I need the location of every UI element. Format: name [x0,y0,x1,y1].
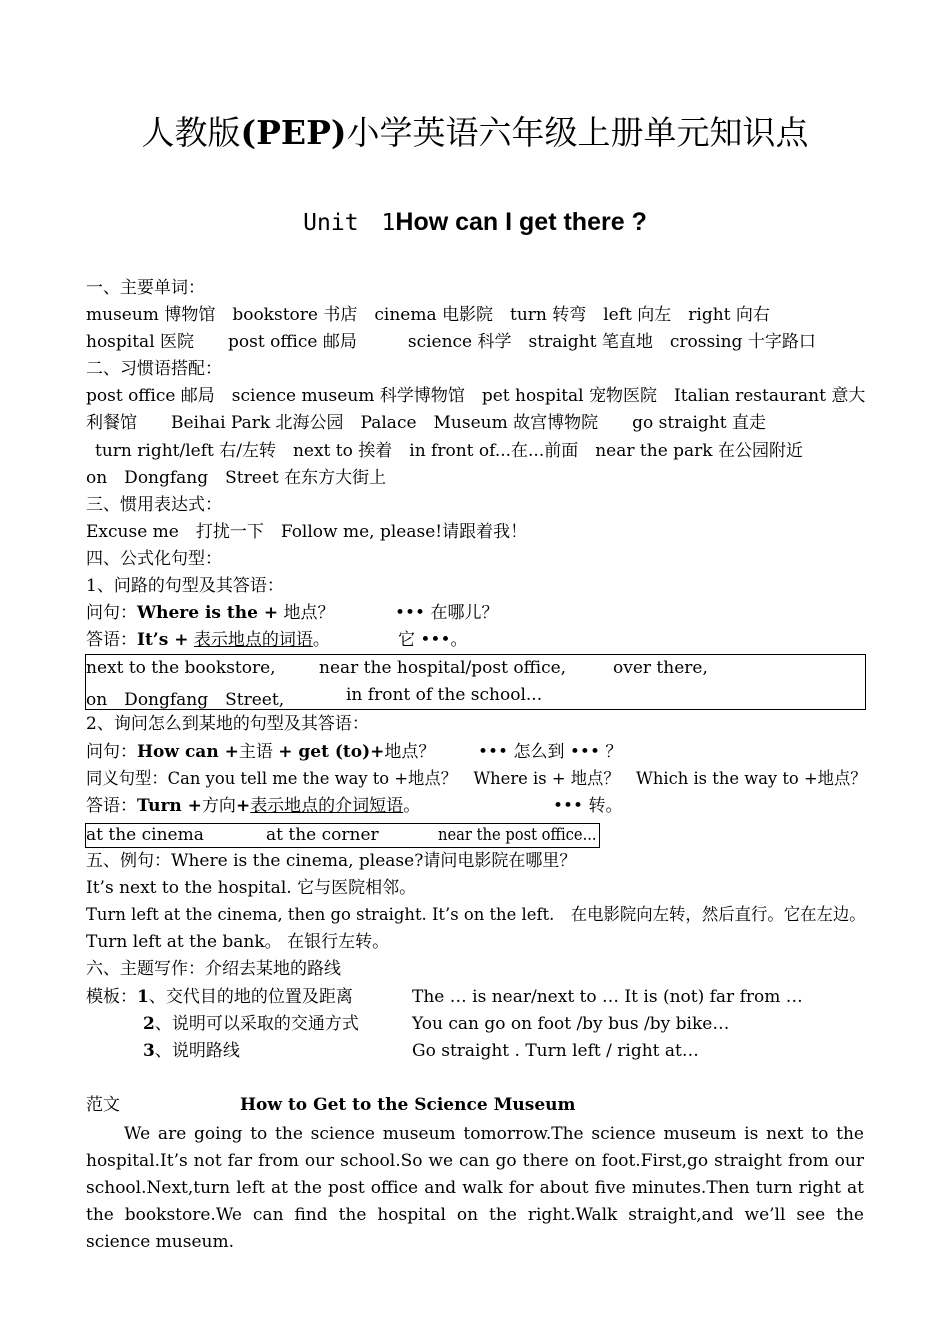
question-subject: 主语 [238,742,279,762]
example-line: 五、例句：Where is the cinema, please?请问电影院在哪里？ [86,851,577,871]
unit-number: Unit 1 [303,210,396,236]
unit-title: How can I get there ? [395,208,647,236]
section-phrases-heading: 二、习惯语搭配： [86,359,222,379]
answer-direction: 方向 [201,796,236,816]
place-word: near the hospital/post office, [319,658,567,678]
essay-label: 范文 [86,1095,120,1115]
answer-line [86,795,420,817]
place-word: over there, [613,658,708,678]
answer-prep-phrase: 表示地点的介词短语 [250,796,404,816]
question-label: 问句： [86,742,137,762]
pattern-subheading: 2、询问怎么到某地的句型及其答语： [86,714,369,734]
answer-label: 答语： [86,796,137,816]
prep-phrase: near the post office... [438,825,597,845]
phrases-line: on Dongfang Street 在东方大街上 [86,468,387,488]
answer-place-words: 表示地点的词语 [193,630,313,650]
answer-end: 。 [403,796,421,816]
vocab-line: hospital 医院 post office 邮局 science 科学 straight 笔直地 crossing 十字路口 [86,332,816,352]
prep-phrase: at the corner [266,825,379,845]
template-number: 3 [143,1041,155,1061]
answer-translation: ••• 转。 [553,796,623,816]
example-line: Turn left at the bank。 在银行左转。 [86,932,390,952]
template-desc: 、说明可以采取的交通方式 [154,1014,359,1034]
question-pattern: Where is the + [137,603,279,623]
example-line: It’s next to the hospital. 它与医院相邻。 [86,878,417,898]
question-pattern: How can + [137,742,239,762]
template-desc: 、说明路线 [154,1041,240,1061]
prep-phrase: at the cinema [86,825,204,845]
title-prefix: 人教版 [141,113,241,152]
phrases-line: post office 邮局 science museum 科学博物馆 pet hospital 宠物医院 Italian restaurant 意大 [86,386,866,406]
question-place: 地点？ [278,603,335,623]
title-pep: (PEP) [240,113,347,152]
essay-body: We are going to the science museum tomorrow.The science museum is next to the hospital.It’s not far from our school.So we can go there on foot.First,go straight from our school.Next,turn left at the post office and walk for about five minutes.Then turn right at the bookstore.We can find the hospital on the right.Walk straight,and we’ll see the science museum. [86,1124,864,1252]
answer-plus: + [235,796,251,816]
template-number: 1 [137,987,149,1007]
template-number: 2 [143,1014,155,1034]
place-word: on Dongfang Street, [86,690,285,710]
question-place: 地点？ [384,742,436,762]
question-label: 问句： [86,603,137,623]
answer-translation: 它 •••。 [398,630,468,650]
question-line [86,602,335,624]
expressions-line: Excuse me 打扰一下 Follow me, please!请跟着我！ [86,522,528,542]
answer-end: 。 [312,630,330,650]
prep-phrases-box [85,823,600,848]
section-writing-heading: 六、主题写作：介绍去某地的路线 [86,959,341,979]
template-desc: 、交代目的地的位置及距离 [148,987,353,1007]
template-example: You can go on foot /by bus /by bike… [412,1014,730,1034]
place-words-box [85,654,866,710]
example-line: Turn left at the cinema, then go straight. It’s on the left. 在电影院向左转，然后直行。它在左边。 [86,905,866,925]
section-expressions-heading: 三、惯用表达式： [86,495,222,515]
template-item [86,986,353,1008]
phrases-line: 利餐馆 Beihai Park 北海公园 Palace Museum 故宫博物院 go straight 直走 [86,413,766,433]
template-label: 模板： [86,987,137,1007]
question-line [86,741,435,763]
question-translation: ••• 在哪儿？ [395,603,499,623]
phrases-line: turn right/left 右/左转 next to 挨着 in front of...在...前面 near the park 在公园附近 [95,441,804,461]
template-example: Go straight . Turn left / right at… [412,1041,699,1061]
place-word: next to the bookstore, [86,658,276,678]
synonym-patterns: 同义句型：Can you tell me the way to +地点？ Where is + 地点？ Which is the way to +地点？ [86,769,867,789]
document-title [0,112,950,154]
answer-label: 答语： [86,630,137,650]
title-suffix: 小学英语六年级上册单元知识点 [346,113,809,152]
template-example: The … is near/next to … It is (not) far from … [412,987,803,1007]
template-item [143,1040,240,1062]
essay-title: How to Get to the Science Museum [240,1095,576,1115]
question-translation: ••• 怎么到 ••• ？ [478,742,623,762]
answer-pattern: Turn + [137,796,202,816]
answer-line [86,629,330,651]
unit-heading [0,206,950,239]
section-patterns-heading: 四、公式化句型： [86,549,222,569]
answer-pattern: It’s + [137,630,189,650]
template-item [143,1013,359,1035]
vocab-line: museum 博物馆 bookstore 书店 cinema 电影院 turn 转弯 left 向左 right 向右 [86,305,770,325]
place-word: in front of the school... [346,685,543,705]
pattern-subheading: 1、问路的句型及其答语： [86,576,284,596]
section-vocab-heading: 一、主要单词： [86,278,205,298]
question-pattern: + get (to)+ [278,742,385,762]
